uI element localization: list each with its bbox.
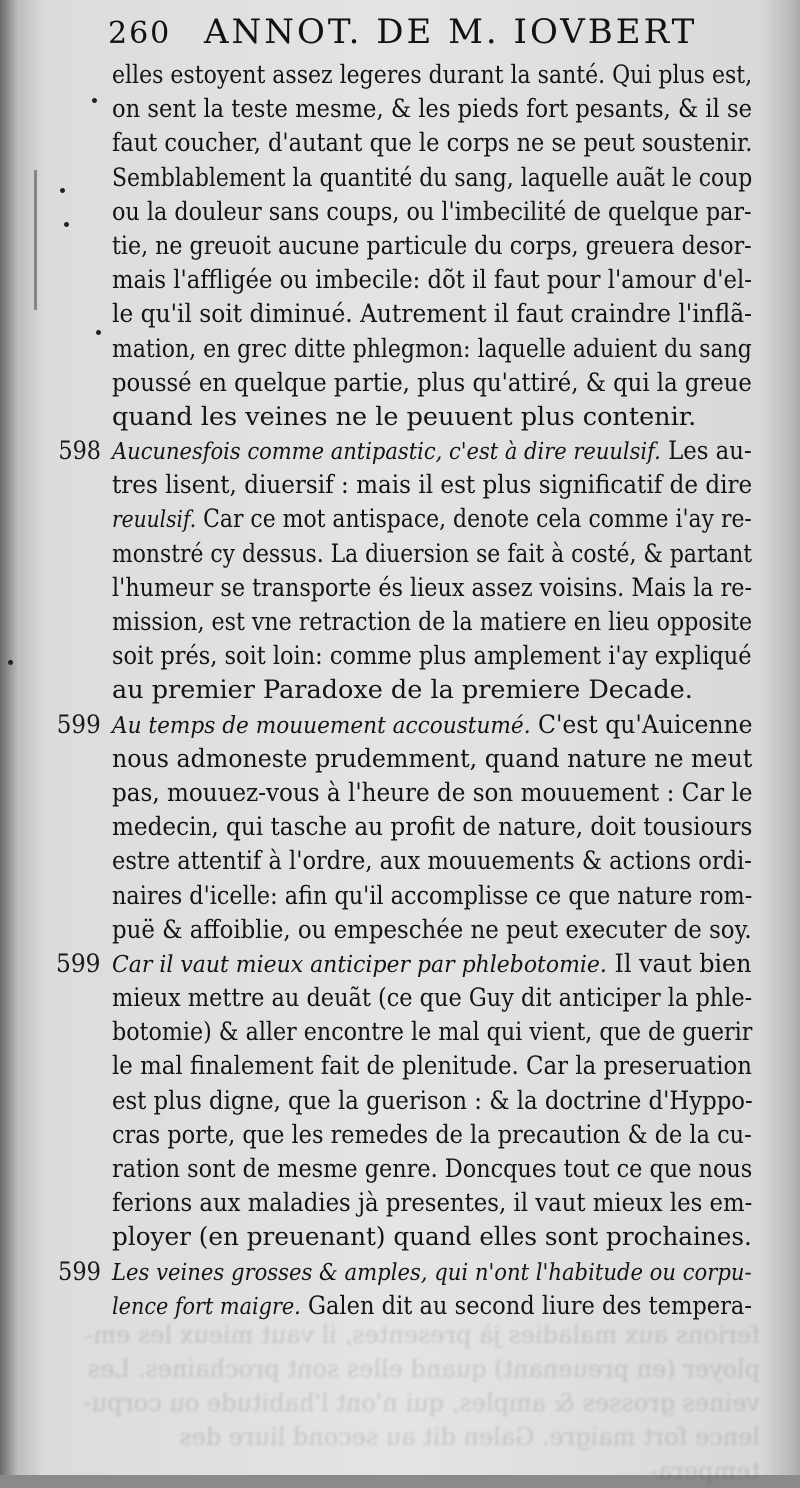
running-head: ANNOT. DE M. IOVBERT: [204, 12, 698, 52]
line-text: tie, ne greuoit aucune particule du corps, greuera desor-: [112, 230, 752, 261]
text-line: [16, 502, 752, 536]
text-line: [11, 1255, 752, 1289]
line-text: mation, en grec ditte phlegmon: laquelle aduient du sang: [112, 333, 752, 364]
line-text: au premier Paradoxe de la premiere Decade.: [112, 675, 693, 706]
line-text: est plus digne, que la guerison : & la doctrine d'Hyppo-: [112, 1085, 753, 1116]
text-line: [11, 776, 753, 810]
text-line: [15, 58, 753, 92]
lemma-italic: Aucunesfois comme antipastic, c'est à dire reuulsif.: [112, 437, 661, 466]
text-line: [14, 981, 753, 1015]
line-text: Galen dit au second liure des tempera-: [300, 1290, 752, 1321]
text-line: [4, 1220, 752, 1254]
text-line: [7, 947, 752, 981]
text-line: [14, 1152, 753, 1186]
text-line: [12, 913, 752, 947]
lemma-italic: reuulsif.: [112, 505, 197, 534]
text-line: [13, 92, 753, 126]
line-text: nous admoneste prudemment, quand nature ne meut: [112, 743, 753, 774]
text-line: [12, 1049, 753, 1083]
text-line: [16, 537, 753, 571]
line-text: le qu'il soit diminué. Autrement il faut craindre l'inflã-: [112, 299, 752, 330]
line-text: l'humeur se transporte és lieux assez voisins. Mais la re-: [112, 572, 752, 603]
line-text: elles estoyent assez legeres durant la santé. Qui plus est,: [112, 60, 753, 90]
text-line: [0, 400, 752, 434]
annotation-number: 599: [55, 948, 101, 978]
annotation-number: 599: [56, 709, 101, 739]
text-line: [12, 434, 752, 468]
text-line: [16, 161, 753, 195]
text-line: [10, 297, 752, 331]
line-text: puë & affoiblie, ou empeschée ne peut executer de soy.: [112, 914, 752, 945]
line-text: botomie) & aller encontre le mal qui vient, que de guerir: [112, 1017, 753, 1048]
line-text: ou la douleur sans coups, ou l'imbecilité de quelque par-: [112, 196, 752, 227]
line-text: tres lisent, diuersif : mais il est plus significatif de dire: [112, 470, 753, 501]
text-line: [12, 263, 752, 297]
line-text: ployer (en preuenant) quand elles sont prochaines.: [112, 1222, 752, 1253]
lemma-italic: lence fort maigre.: [112, 1291, 301, 1320]
text-line: [13, 126, 753, 160]
text-line: [14, 571, 752, 605]
line-text: Il vaut bien: [606, 948, 752, 979]
line-text: mieux mettre au deuãt (ce que Guy dit anticiper la phle-: [112, 983, 753, 1014]
line-text: pas, mouuez-vous à l'heure de son mouuement : Car le: [112, 777, 753, 808]
line-text: Semblablement la quantité du sang, laquelle auãt le coup: [112, 162, 753, 193]
line-text: faut coucher, d'autant que le corps ne se peut soustenir.: [112, 128, 753, 159]
text-line: [14, 195, 752, 229]
line-text: medecin, qui tasche au profit de nature, doit tousiours: [112, 812, 753, 843]
line-text: estre attentif à l'ordre, aux mouuements & actions ordi-: [112, 846, 752, 877]
text-line: [8, 742, 753, 776]
line-text: ration sont de mesme genre. Doncques tout ce que nous: [112, 1154, 753, 1184]
text-line: [11, 468, 753, 502]
line-text: monstré cy dessus. La diuersion se fait à costé, & partant: [112, 538, 753, 569]
page-body: [0, 58, 800, 1323]
line-text: mission, est vne retraction de la matiere en lieu opposite: [112, 607, 753, 637]
text-line: [12, 366, 752, 400]
line-text: Car ce mot antispace, denote cela comme i'ay re-: [196, 504, 752, 535]
lemma-italic: Car il vaut mieux anticiper par phlebotomie.: [112, 949, 607, 978]
line-text: quand les veines ne le peuuent plus contenir.: [112, 401, 697, 432]
show-through-text: ferions aux maladies jà presentes, il vaut mieux les em- ployer (en preuenant) quand elles sont prochaines. Les veines grosses & amples, qui n'ont l'habitude ou corpu- lence fort maigre. Galen dit au second liure des tempera-: [83, 1321, 760, 1485]
text-line: [14, 879, 753, 913]
line-text: mais l'affligée ou imbecile: dõt il faut pour l'amour d'el-: [112, 265, 752, 296]
line-text: ferions aux maladies jà presentes, il vaut mieux les em-: [112, 1188, 753, 1219]
line-text: poussé en quelque partie, plus qu'attiré, & qui la greue: [112, 367, 752, 398]
text-line: [0, 673, 752, 707]
text-line: [15, 605, 753, 639]
text-line: [14, 1118, 752, 1152]
line-text: cras porte, que les remedes de la precaution & de la cu-: [112, 1119, 752, 1150]
annotation-number: 599: [58, 1256, 101, 1286]
lemma-italic: Les veines grosses & amples, qui n'ont l'habitude ou corpu-: [112, 1257, 752, 1286]
text-line: [9, 708, 753, 742]
page-number: 260: [108, 16, 172, 51]
text-line: [13, 1289, 752, 1323]
text-line: [15, 229, 752, 263]
annotation-number: 598: [58, 436, 102, 466]
line-text: Les au-: [660, 436, 752, 467]
line-text: le mal finalement fait de plenitude. Car la preseruation: [112, 1051, 753, 1082]
text-line: [12, 1186, 753, 1220]
line-text: on sent la teste mesme, & les pieds fort pesants, & il se: [112, 94, 753, 125]
text-line: [10, 810, 753, 844]
line-text: naires d'icelle: afin qu'il accomplisse ce que nature rom-: [112, 880, 753, 911]
text-line: [15, 1015, 753, 1049]
page-header: [108, 12, 748, 52]
line-text: soit prés, soit loin: comme plus amplement i'ay expliqué: [112, 641, 752, 672]
line-text: C'est qu'Auicenne: [530, 709, 753, 740]
lemma-italic: Au temps de mouuement accoustumé.: [112, 710, 531, 739]
text-line: [13, 844, 752, 878]
text-line: [13, 639, 752, 673]
text-line: [12, 1084, 753, 1118]
text-line: [16, 332, 752, 366]
